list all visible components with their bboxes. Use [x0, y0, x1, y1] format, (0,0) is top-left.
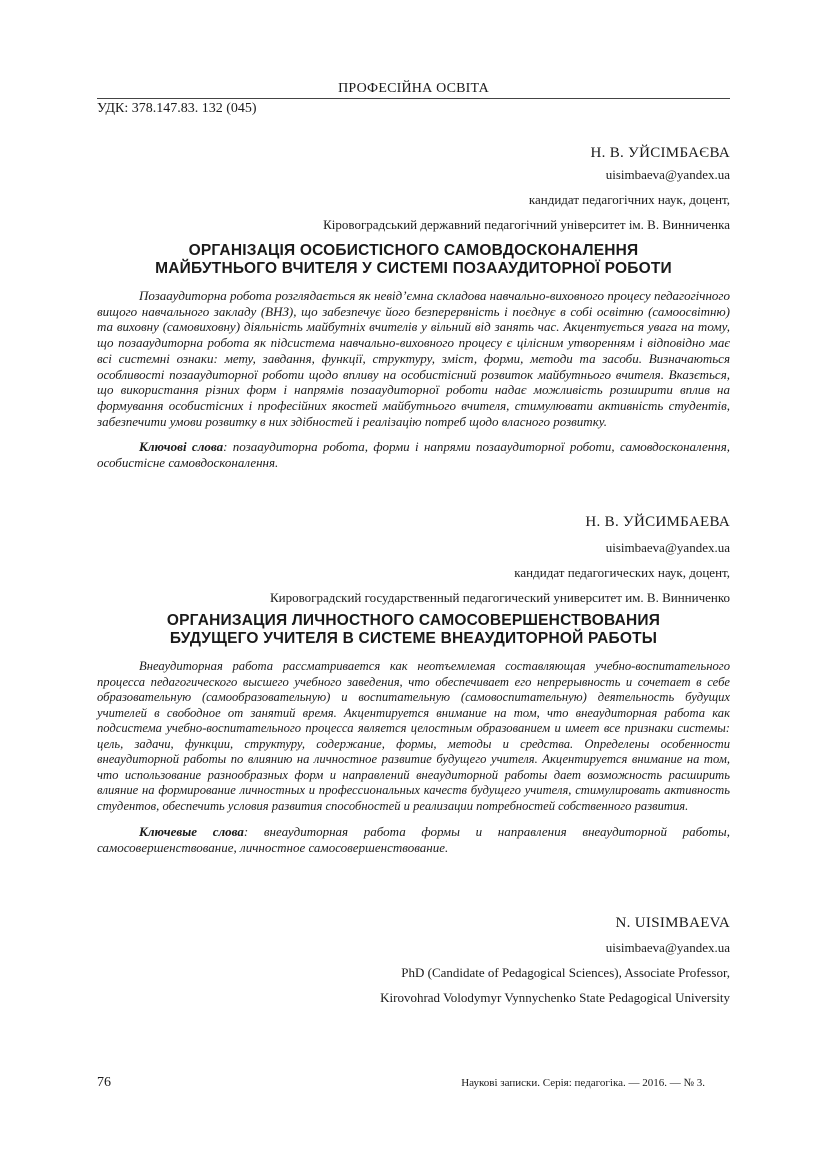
udk-code: УДК: 378.147.83. 132 (045): [97, 101, 257, 116]
title-line: ОРГАНІЗАЦІЯ ОСОБИСТІСНОГО САМОВДОСКОНАЛЕННЯ: [188, 242, 639, 259]
author-name: Н. В. УЙСИМБАЕВА: [585, 514, 730, 530]
title-line: ОРГАНИЗАЦИЯ ЛИЧНОСТНОГО САМОСОВЕРШЕНСТВОВАНИЯ: [166, 612, 661, 629]
author-affiliation: Kirovohrad Volodymyr Vynnychenko State Pedagogical University: [380, 990, 730, 1005]
keywords: [97, 439, 730, 470]
abstract-text: Внеаудиторная работа рассматривается как неотъемлемая составляющая учебно-воспитательного процесса педагогического высшего учебного заведения, что обеспечивает его непрерывность и сочетает в себе образовательную (самообразовательную) и воспитательную (самовоспитательную) деятельность будущих учителей в свободное от занятий время. Акцентируется внимание на том, что внеаудиторная работа как подсистема учебно-воспитательного процесса является целостным образованием и имеет все признаки системы: цель, задачи, функции, структуру, содержание, формы, методы и средства. Определены особенности внеаудиторной работы по влиянию на личностное развитие будущего учителя. Акцентируется внимание на том, что использование разнообразных форм и направлений внеаудиторной работы дает возможность расширить влияние на формирование личностных и профессиональных качеств будущего учителя, стимулировать активность студентов, обеспечить условия развития способностей и реализации потребностей собственного развития.: [97, 659, 730, 813]
abstract-text: Позааудиторна робота розглядається як невід’ємна складова навчально-виховного процесу педагогічного вищого навчального закладу (ВНЗ), що забезпечує його безперервність і поєднує в собі освітню (самоосвітню) та виховну (самовиховну) діяльність майбутніх вчителів у вільний від занять час. Акцентується увага на тому, що позааудиторна робота як підсистема навчально-виховного процесу є цілісним утворенням і відповідно має всі системні ознаки: мету, завдання, функції, структуру, зміст, форми, методи та засоби. Визначаються особливості позааудиторної роботи щодо впливу на особистісний розвиток майбутнього вчителя. Вказється, що використання різних форм і напрямів позааудиторної роботи надає можливість розширити вплив на формування особистісних і професійних якостей майбутнього вчителя, стимулювати активність студентів, забезпечити умови розвитку в них здібностей і реалізацію потреб щодо власного розвитку.: [97, 288, 730, 429]
author-degree: PhD (Candidate of Pedagogical Sciences), Associate Professor,: [401, 965, 730, 980]
ukrainian-abstract-block: [97, 288, 730, 471]
keywords-text: : внеаудиторная работа формы и направления внеаудиторной работы, самосовершенствование, личностное самосовершенствование.: [97, 824, 730, 855]
russian-abstract-block: [97, 659, 730, 855]
author-email: uisimbaeva@yandex.ua: [605, 940, 730, 955]
russian-title: [97, 612, 730, 648]
page-number: 76: [97, 1075, 111, 1090]
journal-footer: Наукові записки. Серія: педагогіка. — 2016. — № 3.: [461, 1077, 705, 1089]
keywords-label: Ключові слова: [139, 439, 224, 455]
author-degree: кандидат педагогических наук, доцент,: [514, 565, 730, 580]
running-header: ПРОФЕСІЙНА ОСВІТА: [338, 81, 489, 96]
author-affiliation: Кіровоградський державний педагогічний університет ім. В. Винниченка: [323, 217, 730, 232]
russian-author-block: [97, 512, 730, 606]
author-name: Н. В. УЙСІМБАЄВА: [590, 145, 730, 161]
keywords: [97, 824, 730, 855]
author-email: uisimbaeva@yandex.ua: [605, 167, 730, 182]
keywords-label: Ключевые слова: [139, 824, 244, 839]
title-line: БУДУЩЕГО УЧИТЕЛЯ В СИСТЕМЕ ВНЕАУДИТОРНОЙ РАБОТЫ: [169, 630, 658, 647]
author-email: uisimbaeva@yandex.ua: [605, 540, 730, 555]
header-divider: [97, 98, 730, 99]
author-name: N. UISIMBAEVA: [615, 915, 730, 931]
title-line: МАЙБУТНЬОГО ВЧИТЕЛЯ У СИСТЕМІ ПОЗААУДИТОРНОЇ РОБОТИ: [155, 260, 672, 277]
ukrainian-title: [97, 242, 730, 278]
author-affiliation: Кировоградский государственный педагогический университет им. В. Винниченко: [269, 590, 730, 605]
keywords-text: : позааудиторна робота, форми і напрями позааудиторної роботи, самовдосконалення, особистісне самовдосконалення.: [97, 439, 730, 471]
ukrainian-author-block: [97, 143, 730, 233]
english-author-block: [97, 913, 730, 1006]
author-degree: кандидат педагогічних наук, доцент,: [528, 192, 730, 207]
